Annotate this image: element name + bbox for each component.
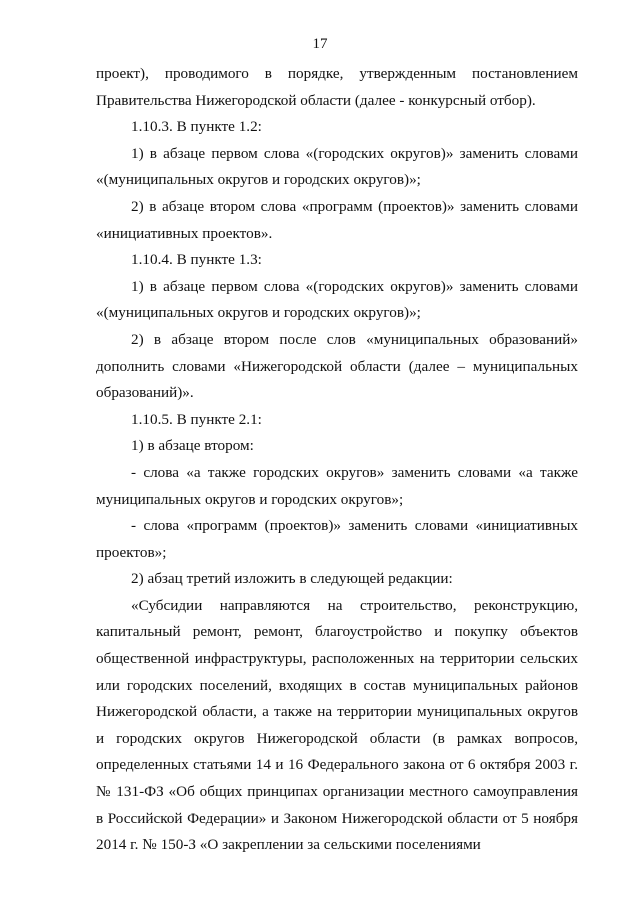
paragraph: «Субсидии направляются на строительство, реконструкцию, капитальный ремонт, ремонт, благоустройство и покупку объектов общественной инфраструктуры, расположенных на территории сельских или городских поселений, входящих в состав муниципальных районов Нижегородской области, а также на территории муниципальных округов и городских округов Нижегородской области (в рамках вопросов, определенных статьями 14 и 16 Федерального закона от 6 октября 2003 г. № 131-ФЗ «Об общих принципах организации местного самоуправления в Российской Федерации» и Законом Нижегородской области от 5 ноября 2014 г. № 150-З «О закреплении за сельскими поселениями xyxy=(96,596,578,854)
page-number: 17 xyxy=(312,36,328,52)
paragraph: - слова «а также городских округов» заменить словами «а также муниципальных округов и городских округов»; xyxy=(96,463,578,508)
paragraph: 2) в абзаце втором после слов «муниципальных образований» дополнить словами «Нижегородской области (далее – муниципальных образований)». xyxy=(96,330,578,402)
document-body xyxy=(96,61,578,859)
paragraph: 1.10.5. В пункте 2.1: xyxy=(131,410,262,428)
paragraph: - слова «программ (проектов)» заменить словами «инициативных проектов»; xyxy=(96,517,578,561)
paragraph: 2) абзац третий изложить в следующей редакции: xyxy=(131,570,453,588)
paragraph: 1.10.3. В пункте 1.2: xyxy=(131,118,262,136)
paragraph: проект), проводимого в порядке, утвержденным постановлением Правительства Нижегородской области (далее - конкурсный отбор). xyxy=(96,65,578,109)
paragraph: 1) в абзаце втором: xyxy=(131,437,254,455)
paragraph: 2) в абзаце втором слова «программ (проектов)» заменить словами «инициативных проектов». xyxy=(96,197,578,242)
paragraph: 1) в абзаце первом слова «(городских округов)» заменить словами «(муниципальных округов и городских округов)»; xyxy=(96,277,578,322)
paragraph: 1) в абзаце первом слова «(городских округов)» заменить словами «(муниципальных округов и городских округов)»; xyxy=(96,144,578,189)
paragraph: 1.10.4. В пункте 1.3: xyxy=(131,251,262,269)
